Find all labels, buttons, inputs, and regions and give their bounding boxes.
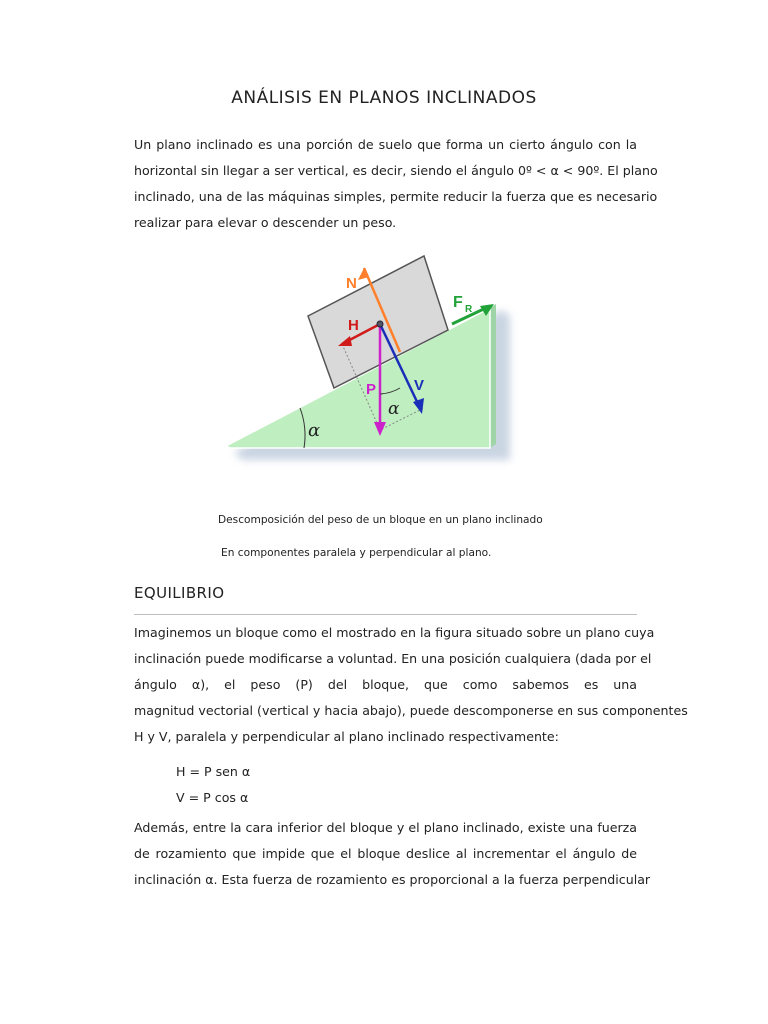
base-angle-label: α (308, 420, 321, 441)
weight-label: P (366, 381, 377, 398)
body-line: Imaginemos un bloque como el mostrado en la figura situado sobre un plano cuya (134, 625, 655, 640)
body-line: ángulo α), el peso (P) del bloque, que como sabemos es una (134, 677, 637, 692)
intro-line: horizontal sin llegar a ser vertical, es decir, siendo el ángulo 0º < α < 90º. El plano (134, 163, 658, 178)
intro-line: realizar para elevar o descender un peso. (134, 215, 397, 230)
friction-label: F (453, 294, 463, 311)
section-heading: EQUILIBRIO (134, 584, 225, 602)
closing-line: Además, entre la cara inferior del bloque y el plano inclinado, existe una fuerza (134, 820, 637, 835)
body-line: H y V, paralela y perpendicular al plano inclinado respectivamente: (134, 729, 559, 744)
parallel-label: H (348, 317, 359, 334)
page-title: ANÁLISIS EN PLANOS INCLINADOS (231, 88, 537, 108)
figure-caption-2: En componentes paralela y perpendicular al plano. (221, 547, 492, 559)
perpendicular-label: V (414, 377, 425, 394)
formula-v: V = P cos α (176, 790, 249, 805)
formula-h: H = P sen α (176, 764, 251, 779)
intro-line: Un plano inclinado es una porción de suelo que forma un cierto ángulo con la (134, 137, 637, 152)
body-line: magnitud vectorial (vertical y hacia abajo), puede descomponerse en sus componentes (134, 703, 688, 718)
ramp-side (490, 304, 496, 448)
block-angle-label: α (388, 399, 400, 419)
equilibrium-paragraph (134, 620, 688, 750)
friction-label-subscript: R (465, 304, 473, 315)
normal-label: N (346, 275, 357, 292)
body-line: inclinación puede modificarse a voluntad. En una posición cualquiera (dada por el (134, 651, 652, 666)
block-center-dot (377, 321, 383, 327)
figure-caption-1: Descomposición del peso de un bloque en un plano inclinado (218, 514, 543, 526)
inclined-plane-figure (212, 250, 532, 470)
heading-divider (134, 614, 637, 615)
intro-paragraph (134, 132, 658, 236)
friction-paragraph (134, 815, 651, 893)
closing-line: de rozamiento que impide que el bloque deslice al incrementar el ángulo de (134, 846, 637, 861)
intro-line: inclinado, una de las máquinas simples, permite reducir la fuerza que es necesario (134, 189, 658, 204)
closing-line: inclinación α. Esta fuerza de rozamiento es proporcional a la fuerza perpendicular (134, 872, 651, 887)
